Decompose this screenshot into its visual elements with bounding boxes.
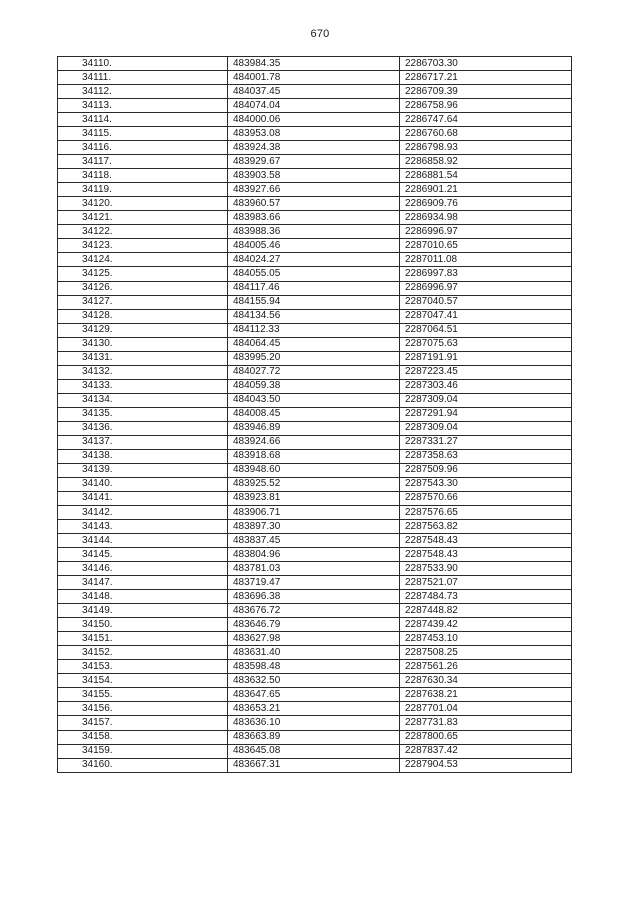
x-coordinate-cell: 483960.57 (228, 197, 400, 211)
x-coordinate-cell: 484001.78 (228, 71, 400, 85)
y-coordinate-cell: 2287638.21 (400, 688, 572, 702)
x-coordinate-cell: 483676.72 (228, 604, 400, 618)
y-coordinate-cell: 2287358.63 (400, 449, 572, 463)
x-coordinate-cell: 483984.35 (228, 57, 400, 71)
y-coordinate-cell: 2287191.91 (400, 351, 572, 365)
table-row (58, 576, 572, 590)
x-coordinate-cell: 483636.10 (228, 716, 400, 730)
x-coordinate-cell: 483632.50 (228, 674, 400, 688)
point-id-cell: 34148. (58, 590, 228, 604)
y-coordinate-cell: 2287561.26 (400, 660, 572, 674)
table-row (58, 618, 572, 632)
point-id-cell: 34135. (58, 407, 228, 421)
y-coordinate-cell: 2287064.51 (400, 323, 572, 337)
x-coordinate-cell: 483953.08 (228, 127, 400, 141)
table-row (58, 407, 572, 421)
x-coordinate-cell: 484155.94 (228, 295, 400, 309)
y-coordinate-cell: 2287904.53 (400, 758, 572, 772)
table-row (58, 365, 572, 379)
x-coordinate-cell: 483696.38 (228, 590, 400, 604)
x-coordinate-cell: 484112.33 (228, 323, 400, 337)
point-id-cell: 34110. (58, 57, 228, 71)
y-coordinate-cell: 2287011.08 (400, 253, 572, 267)
x-coordinate-cell: 483804.96 (228, 548, 400, 562)
table-row (58, 534, 572, 548)
y-coordinate-cell: 2287837.42 (400, 744, 572, 758)
x-coordinate-cell: 483924.38 (228, 141, 400, 155)
table-row (58, 548, 572, 562)
x-coordinate-cell: 483927.66 (228, 183, 400, 197)
table-row (58, 337, 572, 351)
point-id-cell: 34114. (58, 113, 228, 127)
point-id-cell: 34139. (58, 463, 228, 477)
point-id-cell: 34158. (58, 730, 228, 744)
y-coordinate-cell: 2287570.66 (400, 491, 572, 505)
table-row (58, 309, 572, 323)
table-row (58, 520, 572, 534)
table-row (58, 197, 572, 211)
x-coordinate-cell: 484000.06 (228, 113, 400, 127)
point-id-cell: 34116. (58, 141, 228, 155)
table-row (58, 590, 572, 604)
y-coordinate-cell: 2287630.34 (400, 674, 572, 688)
x-coordinate-cell: 483627.98 (228, 632, 400, 646)
x-coordinate-cell: 484059.38 (228, 379, 400, 393)
point-id-cell: 34111. (58, 71, 228, 85)
point-id-cell: 34160. (58, 758, 228, 772)
point-id-cell: 34132. (58, 365, 228, 379)
y-coordinate-cell: 2287309.04 (400, 421, 572, 435)
point-id-cell: 34159. (58, 744, 228, 758)
x-coordinate-cell: 483719.47 (228, 576, 400, 590)
table-row (58, 449, 572, 463)
y-coordinate-cell: 2286709.39 (400, 85, 572, 99)
page-number: 670 (310, 28, 330, 40)
y-coordinate-cell: 2287543.30 (400, 477, 572, 491)
y-coordinate-cell: 2286758.96 (400, 99, 572, 113)
x-coordinate-cell: 483667.31 (228, 758, 400, 772)
x-coordinate-cell: 483906.71 (228, 506, 400, 520)
table-row (58, 295, 572, 309)
table-row (58, 688, 572, 702)
y-coordinate-cell: 2287448.82 (400, 604, 572, 618)
y-coordinate-cell: 2287453.10 (400, 632, 572, 646)
x-coordinate-cell: 483598.48 (228, 660, 400, 674)
x-coordinate-cell: 483837.45 (228, 534, 400, 548)
x-coordinate-cell: 483897.30 (228, 520, 400, 534)
point-id-cell: 34115. (58, 127, 228, 141)
table-row (58, 239, 572, 253)
y-coordinate-cell: 2287303.46 (400, 379, 572, 393)
y-coordinate-cell: 2287731.83 (400, 716, 572, 730)
x-coordinate-cell: 483983.66 (228, 211, 400, 225)
table-row (58, 744, 572, 758)
point-id-cell: 34112. (58, 85, 228, 99)
point-id-cell: 34150. (58, 618, 228, 632)
table-row (58, 506, 572, 520)
point-id-cell: 34138. (58, 449, 228, 463)
table-row (58, 281, 572, 295)
table-row (58, 716, 572, 730)
y-coordinate-cell: 2286996.97 (400, 281, 572, 295)
point-id-cell: 34121. (58, 211, 228, 225)
y-coordinate-cell: 2286997.83 (400, 267, 572, 281)
point-id-cell: 34134. (58, 393, 228, 407)
point-id-cell: 34130. (58, 337, 228, 351)
x-coordinate-cell: 483925.52 (228, 477, 400, 491)
y-coordinate-cell: 2287533.90 (400, 562, 572, 576)
y-coordinate-cell: 2286717.21 (400, 71, 572, 85)
y-coordinate-cell: 2287439.42 (400, 618, 572, 632)
x-coordinate-cell: 483946.89 (228, 421, 400, 435)
point-id-cell: 34140. (58, 477, 228, 491)
y-coordinate-cell: 2286881.54 (400, 169, 572, 183)
table-row (58, 758, 572, 772)
table-row (58, 463, 572, 477)
point-id-cell: 34128. (58, 309, 228, 323)
table-row (58, 85, 572, 99)
y-coordinate-cell: 2287563.82 (400, 520, 572, 534)
point-id-cell: 34113. (58, 99, 228, 113)
y-coordinate-cell: 2287548.43 (400, 534, 572, 548)
y-coordinate-cell: 2286798.93 (400, 141, 572, 155)
point-id-cell: 34123. (58, 239, 228, 253)
x-coordinate-cell: 483948.60 (228, 463, 400, 477)
point-id-cell: 34122. (58, 225, 228, 239)
x-coordinate-cell: 484117.46 (228, 281, 400, 295)
y-coordinate-cell: 2286760.68 (400, 127, 572, 141)
point-id-cell: 34142. (58, 506, 228, 520)
y-coordinate-cell: 2286996.97 (400, 225, 572, 239)
y-coordinate-cell: 2287223.45 (400, 365, 572, 379)
table-row (58, 57, 572, 71)
point-id-cell: 34124. (58, 253, 228, 267)
point-id-cell: 34145. (58, 548, 228, 562)
point-id-cell: 34156. (58, 702, 228, 716)
x-coordinate-cell: 483663.89 (228, 730, 400, 744)
x-coordinate-cell: 484027.72 (228, 365, 400, 379)
table-row (58, 155, 572, 169)
table-row (58, 253, 572, 267)
y-coordinate-cell: 2286901.21 (400, 183, 572, 197)
point-id-cell: 34117. (58, 155, 228, 169)
x-coordinate-cell: 483995.20 (228, 351, 400, 365)
y-coordinate-cell: 2286747.64 (400, 113, 572, 127)
point-id-cell: 34154. (58, 674, 228, 688)
y-coordinate-cell: 2286909.76 (400, 197, 572, 211)
y-coordinate-cell: 2287291.94 (400, 407, 572, 421)
point-id-cell: 34131. (58, 351, 228, 365)
point-id-cell: 34137. (58, 435, 228, 449)
table-row (58, 141, 572, 155)
table-row (58, 604, 572, 618)
x-coordinate-cell: 484005.46 (228, 239, 400, 253)
x-coordinate-cell: 484024.27 (228, 253, 400, 267)
point-id-cell: 34133. (58, 379, 228, 393)
point-id-cell: 34151. (58, 632, 228, 646)
point-id-cell: 34119. (58, 183, 228, 197)
x-coordinate-cell: 484043.50 (228, 393, 400, 407)
coordinates-table (57, 56, 572, 773)
point-id-cell: 34147. (58, 576, 228, 590)
table-row (58, 323, 572, 337)
x-coordinate-cell: 483923.81 (228, 491, 400, 505)
y-coordinate-cell: 2287800.65 (400, 730, 572, 744)
table-row (58, 730, 572, 744)
table-row (58, 477, 572, 491)
table-row (58, 127, 572, 141)
point-id-cell: 34127. (58, 295, 228, 309)
point-id-cell: 34129. (58, 323, 228, 337)
point-id-cell: 34155. (58, 688, 228, 702)
y-coordinate-cell: 2287040.57 (400, 295, 572, 309)
x-coordinate-cell: 484064.45 (228, 337, 400, 351)
point-id-cell: 34126. (58, 281, 228, 295)
table-row (58, 99, 572, 113)
x-coordinate-cell: 483924.66 (228, 435, 400, 449)
table-row (58, 702, 572, 716)
y-coordinate-cell: 2287548.43 (400, 548, 572, 562)
x-coordinate-cell: 483918.68 (228, 449, 400, 463)
table-row (58, 632, 572, 646)
table-row (58, 351, 572, 365)
point-id-cell: 34118. (58, 169, 228, 183)
x-coordinate-cell: 483631.40 (228, 646, 400, 660)
point-id-cell: 34144. (58, 534, 228, 548)
x-coordinate-cell: 483781.03 (228, 562, 400, 576)
x-coordinate-cell: 484037.45 (228, 85, 400, 99)
point-id-cell: 34120. (58, 197, 228, 211)
x-coordinate-cell: 483903.58 (228, 169, 400, 183)
point-id-cell: 34157. (58, 716, 228, 730)
point-id-cell: 34146. (58, 562, 228, 576)
y-coordinate-cell: 2287701.04 (400, 702, 572, 716)
table-row (58, 211, 572, 225)
x-coordinate-cell: 484008.45 (228, 407, 400, 421)
point-id-cell: 34143. (58, 520, 228, 534)
y-coordinate-cell: 2287309.04 (400, 393, 572, 407)
point-id-cell: 34136. (58, 421, 228, 435)
y-coordinate-cell: 2286703.30 (400, 57, 572, 71)
table-row (58, 491, 572, 505)
point-id-cell: 34141. (58, 491, 228, 505)
table-row (58, 660, 572, 674)
y-coordinate-cell: 2287508.25 (400, 646, 572, 660)
y-coordinate-cell: 2287509.96 (400, 463, 572, 477)
table-row (58, 379, 572, 393)
table-row (58, 267, 572, 281)
x-coordinate-cell: 483647.65 (228, 688, 400, 702)
x-coordinate-cell: 484055.05 (228, 267, 400, 281)
x-coordinate-cell: 483646.79 (228, 618, 400, 632)
x-coordinate-cell: 483645.08 (228, 744, 400, 758)
x-coordinate-cell: 483929.67 (228, 155, 400, 169)
x-coordinate-cell: 484074.04 (228, 99, 400, 113)
y-coordinate-cell: 2287010.65 (400, 239, 572, 253)
table-row (58, 113, 572, 127)
point-id-cell: 34152. (58, 646, 228, 660)
point-id-cell: 34149. (58, 604, 228, 618)
table-row (58, 421, 572, 435)
table-row (58, 225, 572, 239)
y-coordinate-cell: 2287521.07 (400, 576, 572, 590)
y-coordinate-cell: 2286858.92 (400, 155, 572, 169)
table-row (58, 646, 572, 660)
point-id-cell: 34125. (58, 267, 228, 281)
y-coordinate-cell: 2286934.98 (400, 211, 572, 225)
y-coordinate-cell: 2287331.27 (400, 435, 572, 449)
point-id-cell: 34153. (58, 660, 228, 674)
table-row (58, 674, 572, 688)
y-coordinate-cell: 2287075.63 (400, 337, 572, 351)
y-coordinate-cell: 2287047.41 (400, 309, 572, 323)
table-body (58, 57, 572, 773)
table-row (58, 71, 572, 85)
table-row (58, 435, 572, 449)
y-coordinate-cell: 2287484.73 (400, 590, 572, 604)
table-row (58, 183, 572, 197)
x-coordinate-cell: 483653.21 (228, 702, 400, 716)
x-coordinate-cell: 484134.56 (228, 309, 400, 323)
x-coordinate-cell: 483988.36 (228, 225, 400, 239)
table-row (58, 562, 572, 576)
y-coordinate-cell: 2287576.65 (400, 506, 572, 520)
table-row (58, 393, 572, 407)
table-row (58, 169, 572, 183)
